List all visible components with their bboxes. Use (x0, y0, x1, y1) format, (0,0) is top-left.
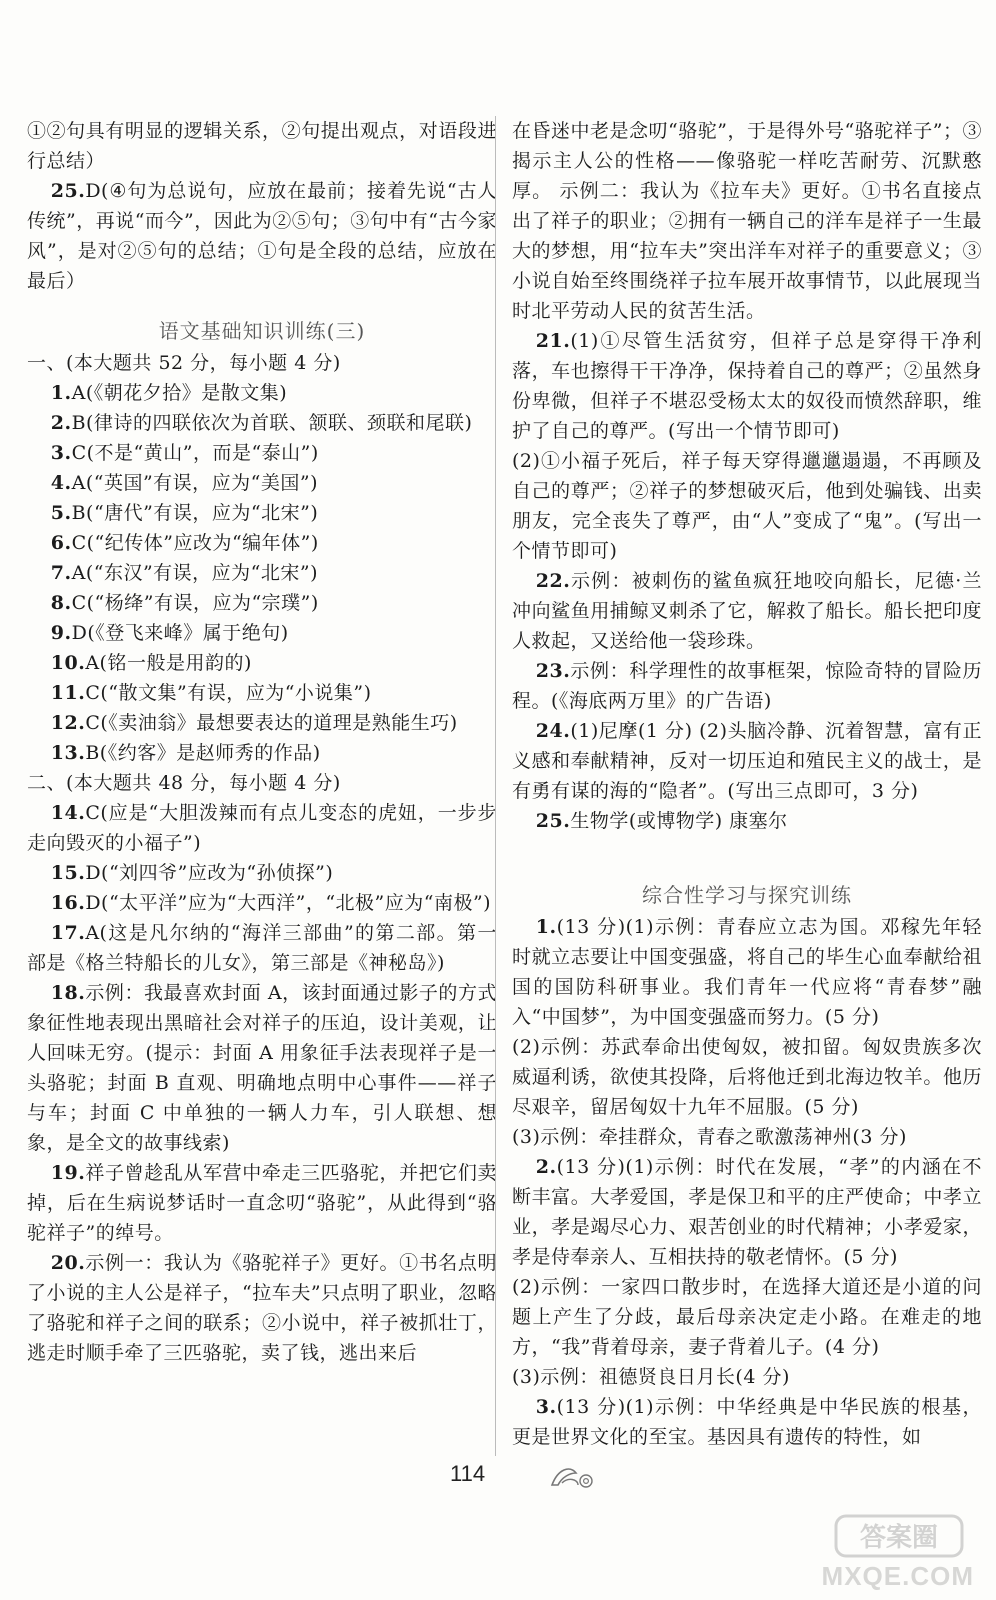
watermark-badge-text: 答案圈 (859, 1523, 939, 1553)
item-text: 一、(本大题共 52 分，每小题 4 分) (27, 352, 341, 374)
answer-item (512, 806, 982, 836)
answer-item (27, 888, 497, 918)
answer-item (27, 858, 497, 888)
answer-item (27, 1248, 497, 1368)
answer-text (27, 116, 497, 176)
answer-item (27, 1158, 497, 1248)
item-text: (1)①尽管生活贫穷，但祥子总是穿得干净利落，车也擦得干干净净，保持着自己的尊严；②虽然身份卑微，但祥子不堪忍受杨太太的奴役而愤然辞职，维护了自己的尊严。(写出一个情节即可) (512, 330, 982, 442)
item-text: D(④句为总说句，应放在最前；接着先说“古人传统”，再说“而今”，因此为②⑤句；③句中有“古今家风”，是对②⑤句的总结；①句是全段的总结，应放在最后） (27, 180, 497, 292)
answer-text (512, 1362, 982, 1392)
item-number: 18. (50, 982, 86, 1004)
answer-text (512, 446, 982, 566)
answer-item (512, 912, 982, 1032)
item-number: 7. (50, 562, 72, 584)
answer-item (27, 558, 497, 588)
item-number: 17. (50, 922, 86, 944)
item-text: (1)尼摩(1 分) (2)头脑冷静、沉着智慧，富有正义感和奉献精神，反对一切压迫和殖民主义的战士，是有勇有谋的海的“隐者”。(写出三点即可，3 分) (512, 720, 982, 802)
item-text: C(《卖油翁》最想要表达的道理是熟能生巧) (85, 712, 458, 734)
item-text: B(律诗的四联依次为首联、颔联、颈联和尾联) (71, 412, 473, 434)
item-text: B(“唐代”有误，应为“北宋”) (71, 502, 319, 524)
column-divider (495, 116, 496, 1456)
answer-item (27, 648, 497, 678)
item-text: 示例：被刺伤的鲨鱼疯狂地咬向船长，尼德·兰冲向鲨鱼用捕鲸叉刺杀了它，解救了船长。船长把印度人救起，又送给他一袋珍珠。 (512, 570, 982, 652)
item-text: C(不是“黄山”，而是“泰山”) (71, 442, 319, 464)
item-text: (13 分)(1)示例：时代在发展，“孝”的内涵在不断丰富。大孝爱国，孝是保卫和平的庄严使命；中孝立业，孝是竭尽心力、艰苦创业的时代精神；小孝爱家，孝是侍奉亲人、互相扶持的敬老情怀。(5 分) (512, 1156, 982, 1268)
answer-item (27, 708, 497, 738)
answer-item (512, 656, 982, 716)
answer-item (27, 378, 497, 408)
item-number: 19. (50, 1162, 86, 1184)
item-number: 25. (535, 810, 571, 832)
item-number: 16. (50, 892, 86, 914)
item-text: 示例：我最喜欢封面 A，该封面通过影子的方式象征性地表现出黑暗社会对祥子的压迫，设计美观，让人回味无穷。(提示：封面 A 用象征手法表现祥子是一头骆驼；封面 B 直观、明确地点明中心事件——祥子与车；封面 C 中单独的一辆人力车，引人联想、想象，是全文的故事线索) (27, 982, 497, 1154)
answer-item (27, 678, 497, 708)
item-number: 9. (50, 622, 72, 644)
answer-item (512, 716, 982, 806)
item-text: A(《朝花夕拾》是散文集) (71, 382, 288, 404)
watermark-text: MXQE.COM (821, 1561, 974, 1591)
item-number: 6. (50, 532, 72, 554)
answer-item (27, 438, 497, 468)
item-text: ①②句具有明显的逻辑关系，②句提出观点，对语段进行总结） (27, 120, 497, 172)
item-number: 2. (535, 1156, 557, 1178)
answer-item (27, 528, 497, 558)
item-number: 23. (535, 660, 571, 682)
answer-item (512, 1152, 982, 1272)
watermark-logo (821, 1510, 974, 1592)
item-number: 3. (535, 1396, 557, 1418)
item-text: A(这是凡尔纳的“海洋三部曲”的第二部。第一部是《格兰特船长的儿女》，第三部是《神秘岛》) (27, 922, 497, 974)
item-text: 祥子曾趁乱从军营中牵走三匹骆驼，并把它们卖掉，后在生病说梦话时一直念叨“骆驼”，从此得到“骆驼祥子”的绰号。 (27, 1162, 497, 1244)
item-number: 25. (50, 180, 86, 202)
item-number: 2. (50, 412, 72, 434)
item-number: 8. (50, 592, 72, 614)
item-text: B(《约客》是赵师秀的作品) (85, 742, 321, 764)
item-text: 二、(本大题共 48 分，每小题 4 分) (27, 772, 341, 794)
item-number: 24. (535, 720, 571, 742)
answer-text (512, 1272, 982, 1362)
section-title: 语文基础知识训练(三) (158, 319, 366, 343)
item-number: 21. (535, 330, 571, 352)
item-number: 5. (50, 502, 72, 524)
item-number: 11. (50, 682, 86, 704)
answer-item (512, 1392, 982, 1452)
answer-text (512, 1122, 982, 1152)
item-text: C(应是“大胆泼辣而有点儿变态的虎妞，一步步走向毁灭的小福子”) (27, 802, 497, 854)
item-number: 12. (50, 712, 86, 734)
item-text: A(铭一般是用韵的) (85, 652, 252, 674)
item-number: 1. (535, 916, 557, 938)
item-text: A(“东汉”有误，应为“北宋”) (71, 562, 318, 584)
item-text: D(“太平洋”应为“大西洋”，“北极”应为“南极”) (85, 892, 492, 914)
answer-text (512, 1032, 982, 1122)
item-text: 生物学(或博物学) 康塞尔 (570, 810, 788, 832)
leaf-ornament-icon (548, 1459, 598, 1491)
answer-item (27, 176, 497, 296)
item-number: 22. (535, 570, 571, 592)
item-text: (13 分)(1)示例：青春应立志为国。邓稼先年轻时就立志要让中国变强盛，将自己的毕生心血奉献给祖国的国防科研事业。我们青年一代应将“青春梦”融入“中国梦”，为中国变强盛而努力。(5 分) (512, 916, 982, 1028)
item-text: (3)示例：牵挂群众，青春之歌激荡神州(3 分) (512, 1126, 907, 1148)
answer-item (512, 566, 982, 656)
item-number: 15. (50, 862, 86, 884)
page-number: 114 (450, 1461, 486, 1486)
answer-item (27, 408, 497, 438)
answer-item (27, 738, 497, 768)
answer-text (512, 116, 982, 326)
item-number: 3. (50, 442, 72, 464)
item-number: 10. (50, 652, 86, 674)
page-footer (0, 1455, 996, 1495)
answer-item (27, 618, 497, 648)
answer-item (27, 978, 497, 1158)
item-number: 20. (50, 1252, 86, 1274)
item-text: (2)示例：苏武奉命出使匈奴，被扣留。匈奴贵族多次威逼利诱，欲使其投降，后将他迁到北海边牧羊。他历尽艰辛，留居匈奴十九年不屈服。(5 分) (512, 1036, 982, 1118)
answer-text (27, 348, 497, 378)
answer-item (27, 588, 497, 618)
left-column (27, 116, 497, 1368)
item-text: D(《登飞来峰》属于绝句) (71, 622, 289, 644)
item-text: (3)示例：祖德贤良日月长(4 分) (512, 1366, 790, 1388)
item-text: (2)示例：一家四口散步时，在选择大道还是小道的问题上产生了分歧，最后母亲决定走小路。在难走的地方，“我”背着母亲，妻子背着儿子。(4 分) (512, 1276, 982, 1358)
item-text: A(“英国”有误，应为“美国”) (71, 472, 318, 494)
item-number: 13. (50, 742, 86, 764)
answer-item (512, 326, 982, 446)
section-title: 综合性学习与探究训练 (642, 883, 852, 907)
item-text: D(“刘四爷”应改为“孙侦探”) (85, 862, 334, 884)
item-text: (13 分)(1)示例：中华经典是中华民族的根基，更是世界文化的至宝。基因具有遗传的特性，如 (512, 1396, 982, 1448)
item-text: 示例：科学理性的故事框架，惊险奇特的冒险历程。(《海底两万里》的广告语) (512, 660, 982, 712)
answer-text (27, 768, 497, 798)
item-text: C(“散文集”有误，应为“小说集”) (85, 682, 372, 704)
item-number: 4. (50, 472, 72, 494)
item-text: C(“纪传体”应改为“编年体”) (71, 532, 319, 554)
answer-item (27, 918, 497, 978)
item-number: 14. (50, 802, 86, 824)
answer-item (27, 798, 497, 858)
answer-item (27, 498, 497, 528)
item-text: 示例一：我认为《骆驼祥子》更好。①书名点明了小说的主人公是祥子，“拉车夫”只点明了职业，忽略了骆驼和祥子之间的联系；②小说中，祥子被抓壮丁，逃走时顺手牵了三匹骆驼，卖了钱，逃出来后 (27, 1252, 497, 1364)
watermark-badge-icon (834, 1510, 964, 1560)
item-text: (2)①小福子死后，祥子每天穿得邋邋遢遢，不再顾及自己的尊严；②祥子的梦想破灭后，他到处骗钱、出卖朋友，完全丧失了尊严，由“人”变成了“鬼”。(写出一个情节即可) (512, 450, 982, 562)
answer-item (27, 468, 497, 498)
item-number: 1. (50, 382, 72, 404)
item-text: 在昏迷中老是念叨“骆驼”，于是得外号“骆驼祥子”；③揭示主人公的性格——像骆驼一样吃苦耐劳、沉默憨厚。 示例二：我认为《拉车夫》更好。①书名直接点出了祥子的职业；②拥有一辆自己的洋车是祥子一生最大的梦想，用“拉车夫”突出洋车对祥子的重要意义；③小说自始至终围绕祥子拉车展开故事情节，以此展现当时北平劳动人民的贫苦生活。 (512, 120, 982, 322)
item-text: C(“杨绛”有误，应为“宗璞”) (71, 592, 319, 614)
right-column (512, 116, 982, 1452)
